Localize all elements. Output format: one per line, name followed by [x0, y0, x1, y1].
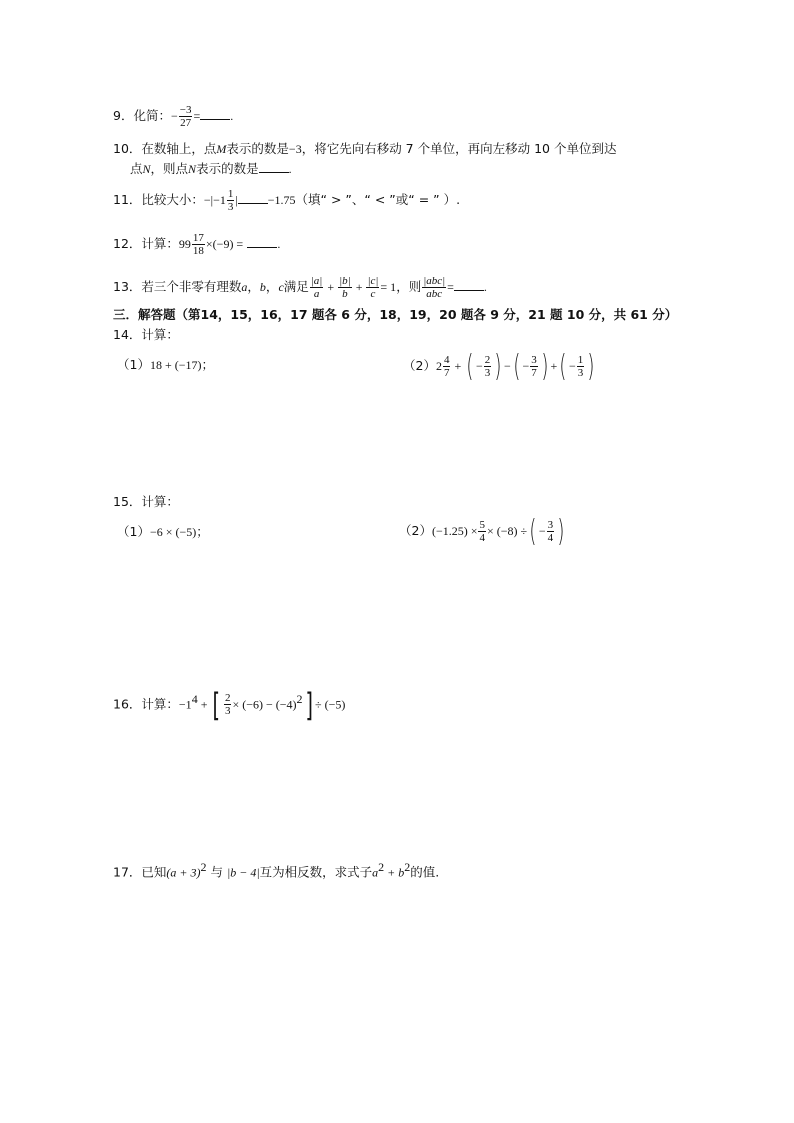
q16-label: 16．计算： [113, 696, 179, 712]
q9-equals: = [193, 109, 201, 123]
q14-p2-f1-den: 7 [443, 367, 450, 379]
q12-whole: 99 [178, 237, 191, 251]
q16-plus: + [197, 697, 211, 712]
question-10-line2: 点N，则点N表示的数是 . [130, 161, 292, 176]
q13-f3-den: c [370, 288, 376, 300]
q14-p2-whole: 2 [435, 359, 442, 373]
q15-p2-label: （2） [399, 523, 432, 538]
q15-p2-a: (−1.25) × [431, 524, 478, 538]
q14-p2-f4-den: 3 [577, 367, 584, 379]
q17-expr-3a-exp: 2 [378, 860, 385, 874]
q13-var-c: c [278, 280, 284, 294]
q15-p1-end: ； [196, 524, 209, 539]
q15-p2-b: × (−8) ÷ [486, 524, 528, 538]
q13-f1-num: |a| [310, 275, 323, 287]
q16-b: × (−6) − (−4) [232, 697, 297, 712]
q14-p2-f3-den: 7 [531, 367, 537, 379]
q15-p2-f1-den: 4 [479, 532, 485, 544]
q17-expr-1: (a + 3) [166, 865, 201, 880]
q12-label: 12．计算： [113, 236, 179, 251]
q15-part-1 [117, 523, 209, 542]
q13-f4-num: |abc| [423, 275, 446, 287]
q10-point-m: M [216, 142, 227, 156]
q13-then: ，则 [396, 279, 422, 294]
question-13: 13．若三个非零有理数a，b，c满足 $\frac{|a|}{a}$ + $\frac{|b|}{b}$ + $\frac{|c|}{c}$ = 1，则 $\frac{\text{|abc|}}{\text{abc}}$ = . [113, 275, 487, 300]
q14-p2-f2-num: 2 [484, 354, 491, 366]
q13-f1-den: a [313, 288, 320, 300]
q13-eq-2: = [447, 280, 454, 294]
q14-p2-f1-num: 4 [443, 354, 450, 366]
q10-text-1: 10．在数轴上，点 [113, 141, 217, 156]
q17-text-1: 17．已知 [113, 864, 167, 880]
q11-answer-blank[interactable] [238, 191, 268, 204]
q15-p2-f2-num: 3 [547, 519, 554, 531]
q10-point-n-2: N [188, 162, 197, 176]
q9-frac-den: 27 [180, 117, 192, 129]
q9-label: 9．化简： [113, 108, 171, 123]
q14-part-1 [117, 356, 214, 375]
q13-sep-2: ， [265, 279, 279, 294]
q15-part-2: （2）(−1.25) × $\frac{5}{4}$ × (−8) ÷( − $\frac{3}{4}$ ) [399, 513, 565, 549]
q16-a-exp: 4 [191, 692, 198, 706]
q16-frac-num: 2 [224, 692, 231, 705]
q13-f2-den: b [342, 288, 348, 300]
q13-frac-2 [338, 275, 352, 300]
q9-frac-num: −3 [179, 104, 192, 116]
q14-p2-frac-2 [484, 354, 492, 379]
q15-p1-expr: −6 × (−5) [149, 525, 197, 539]
q14-p2-f4-num: 1 [577, 354, 584, 366]
q13-var-a: a [241, 280, 248, 294]
q14-p1-label: （1） [117, 357, 150, 372]
q10-text-3: ，将它先向右移动 7 个单位，再向左移动 10 个单位到达 [301, 141, 617, 156]
q12-frac-den: 18 [192, 245, 204, 257]
q15-p2-f2-den: 4 [547, 532, 554, 544]
q16-fraction [224, 692, 232, 717]
q13-satisfy: 满足 [283, 279, 309, 294]
q11-frac-num: 1 [227, 188, 234, 200]
q17-text-3: 互为相反数，求式子 [259, 864, 373, 880]
q10-text-2: 表示的数是 [226, 141, 289, 156]
question-12: 12．计算：99 $\frac{17}{18}$ ×(−9) = . [113, 232, 281, 257]
q17-text-2: 与 [206, 864, 227, 880]
q14-p2-f2-den: 3 [484, 367, 491, 379]
section-3-heading: 三．解答题（第14，15，16，17 题各 6 分，18，19，20 题各 9 分，21 题 10 分，共 61 分） [113, 307, 678, 322]
q11-hint: （填“ > ”、“ < ”或“ = ” ）. [295, 192, 461, 207]
question-16: 16．计算：$-1^4$ + [ $\frac{2}{3}$ × $(-6) - (-4)^2] \div (-5)$ [113, 685, 346, 724]
q13-f4-den: abc [426, 288, 443, 300]
q13-var-b: b [259, 280, 266, 294]
q17-text-4: 的值. [410, 864, 440, 880]
q11-label: 11．比较大小： [113, 192, 204, 207]
q17-expr-3a: a [372, 865, 379, 880]
q12-rest: ×(−9) = [205, 237, 244, 251]
q17-expr-3b-exp: 2 [404, 860, 411, 874]
q14-p2-frac-1 [443, 354, 451, 379]
q14-p2-frac-4 [577, 354, 585, 379]
q16-frac-den: 3 [224, 705, 231, 718]
q13-frac-4 [422, 275, 446, 300]
q10-point-n: N [142, 162, 151, 176]
q11-frac-den: 3 [227, 201, 234, 213]
q16-b-exp: 2 [296, 692, 303, 706]
q13-frac-1 [310, 275, 324, 300]
q13-label: 13．若三个非零有理数 [113, 279, 242, 294]
q11-expr-b: | [235, 193, 238, 207]
q10-text-4: 点 [130, 161, 143, 176]
q14-title: 14．计算： [113, 327, 179, 342]
q9-minus: − [170, 109, 178, 123]
question-17 [113, 858, 439, 882]
q13-answer-blank[interactable] [454, 278, 484, 291]
q14-p1-expr: 18 + (−17) [149, 358, 202, 372]
q13-f2-num: |b| [339, 275, 351, 287]
q15-p2-f1-num: 5 [479, 519, 485, 531]
q16-a: −1 [178, 697, 192, 712]
q11-expr-c: −1.75 [267, 193, 296, 207]
q14-p2-f3-num: 3 [531, 354, 537, 366]
q17-expr-3b: + b [384, 865, 405, 880]
q10-text-6: 表示的数是 [196, 161, 259, 176]
q9-fraction [179, 104, 193, 129]
q13-f3-num: |c| [367, 275, 379, 287]
q10-answer-blank[interactable] [259, 160, 289, 173]
q13-frac-3 [366, 275, 379, 300]
q11-expr-a: −|−1 [203, 193, 226, 207]
question-11 [113, 188, 460, 213]
q15-p1-label: （1） [117, 524, 150, 539]
q13-eq-1: = 1 [380, 280, 397, 294]
q12-fraction [192, 232, 205, 257]
q11-fraction [227, 188, 238, 213]
q14-part-2: （2）2 $\frac{4}{7}$ + ( − $\frac{2}{3}$ ) −( − $\frac{3}{7}$ ) +( − $\frac{1}{3}$ ) [403, 348, 595, 384]
q17-expr-2: |b − 4| [226, 865, 260, 880]
q17-expr-1-exp: 2 [200, 860, 207, 874]
q16-c: ÷ (−5) [315, 697, 346, 712]
q13-sep-1: ， [247, 279, 260, 294]
q14-p1-end: ； [201, 357, 214, 372]
q12-frac-num: 17 [192, 232, 204, 244]
q12-answer-blank[interactable] [247, 235, 277, 248]
q15-p2-frac-2 [547, 519, 555, 544]
q15-title: 15．计算： [113, 494, 179, 509]
q10-text-5: ，则点 [150, 161, 189, 176]
q10-value: −3 [288, 142, 302, 156]
question-10 [113, 140, 616, 158]
q14-p2-label: （2） [403, 358, 436, 373]
question-9: 9．化简：− $\frac{-3}{27}$ = . [113, 104, 234, 129]
q15-p2-frac-1 [478, 519, 486, 544]
q9-answer-blank[interactable] [200, 107, 230, 120]
q14-p2-frac-3 [530, 354, 538, 379]
